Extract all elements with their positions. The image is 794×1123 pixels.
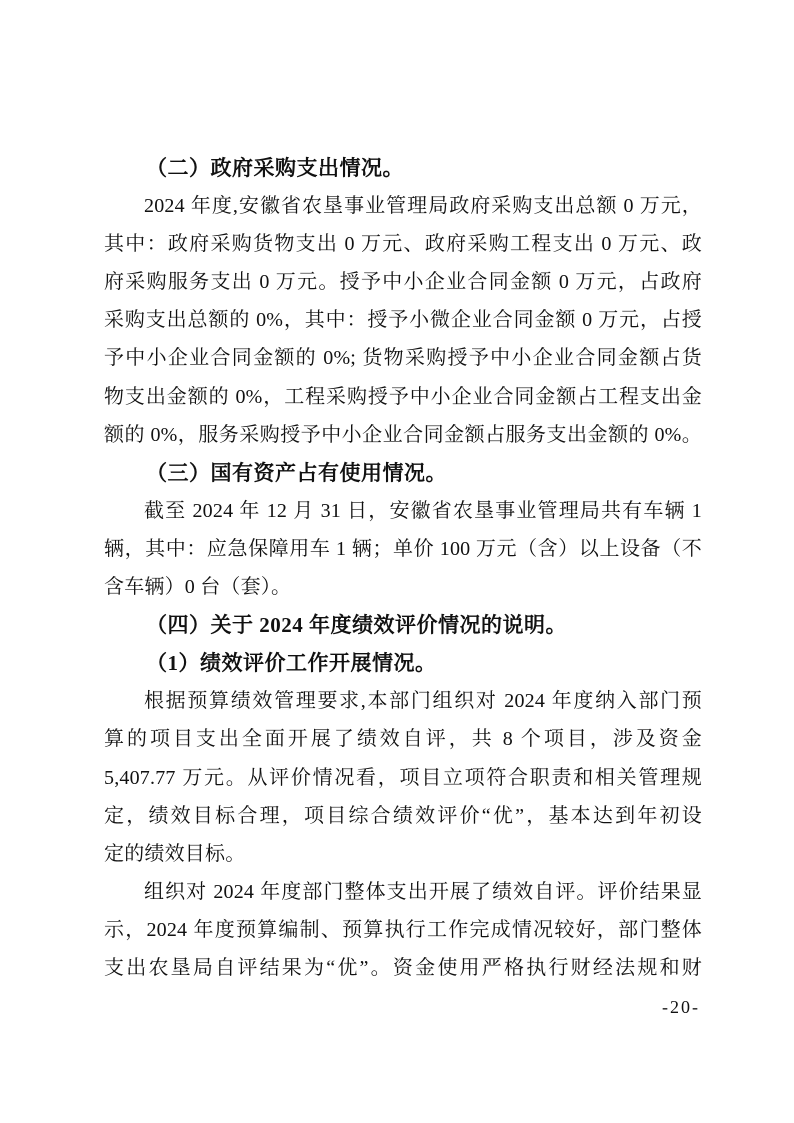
paragraph-line: 定的绩效目标。: [104, 842, 246, 865]
paragraph-line: 截至 2024 年 12 月 31 日，安徽省农垦事业管理局共有车辆 1: [144, 499, 702, 522]
paragraph-line: 5,407.77 万元。从评价情况看，项目立项符合职责和相关管理规: [104, 766, 702, 789]
page-number: -20-: [662, 997, 700, 1017]
paragraph-line: 定，绩效目标合理，项目综合绩效评价“优”，基本达到年初设: [104, 804, 702, 827]
paragraph-line: 其中：政府采购货物支出 0 万元、政府采购工程支出 0 万元、政: [104, 233, 702, 256]
paragraph: [104, 873, 702, 987]
section-heading: （四）关于 2024 年度绩效评价情况的说明。: [146, 613, 567, 638]
section-heading: （三）国有资产占有使用情况。: [146, 460, 447, 485]
paragraph-line: 采购支出总额的 0%，其中：授予小微企业合同金额 0 万元，占授: [104, 309, 702, 332]
paragraph-line: 组织对 2024 年度部门整体支出开展了绩效自评。评价结果显: [144, 880, 702, 903]
paragraph-line: 物支出金额的 0%，工程采购授予中小企业合同金额占工程支出金: [104, 385, 702, 408]
paragraph: [104, 682, 702, 872]
paragraph-line: 辆，其中：应急保障用车 1 辆；单价 100 万元（含）以上设备（不: [104, 537, 702, 560]
paragraph-line: 示，2024 年度预算编制、预算执行工作完成情况较好，部门整体: [104, 918, 702, 941]
section-heading: （1）绩效评价工作开展情况。: [146, 651, 437, 676]
document-content: [104, 149, 702, 987]
paragraph-line: 府采购服务支出 0 万元。授予中小企业合同金额 0 万元，占政府: [104, 271, 702, 294]
section-heading: （二）政府采购支出情况。: [146, 156, 404, 180]
paragraph: [104, 187, 702, 454]
paragraph: [104, 492, 702, 606]
paragraph-line: 2024 年度,安徽省农垦事业管理局政府采购支出总额 0 万元，: [144, 195, 702, 218]
paragraph-line: 予中小企业合同金额的 0%; 货物采购授予中小企业合同金额占货: [104, 347, 702, 370]
paragraph-line: 额的 0%，服务采购授予中小企业合同金额占服务支出金额的 0%。: [104, 423, 702, 446]
paragraph-line: 根据预算绩效管理要求,本部门组织对 2024 年度纳入部门预: [144, 690, 702, 713]
paragraph-line: 含车辆）0 台（套）。: [104, 576, 292, 599]
paragraph-line: 支出农垦局自评结果为“优”。资金使用严格执行财经法规和财: [104, 956, 702, 979]
paragraph-line: 算的项目支出全面开展了绩效自评，共 8 个项目，涉及资金: [104, 728, 702, 751]
